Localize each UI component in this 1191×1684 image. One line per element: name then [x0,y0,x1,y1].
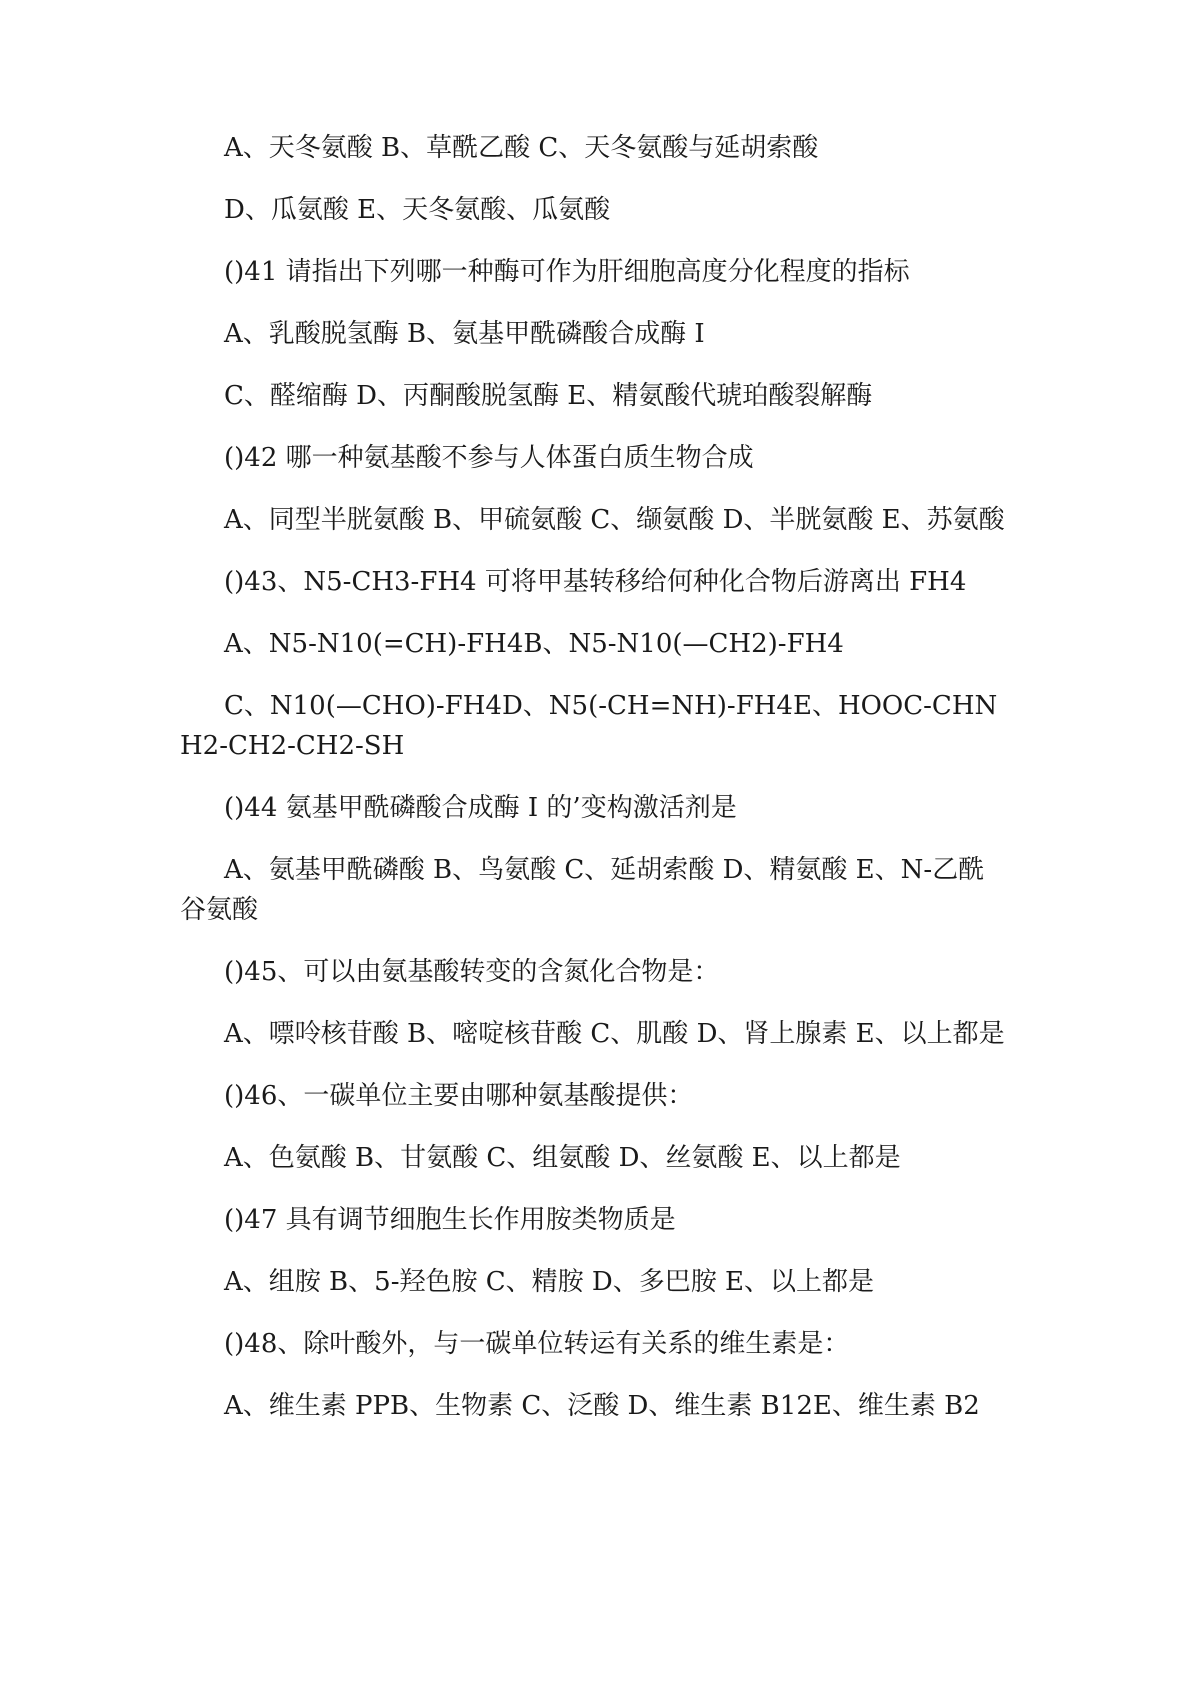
options-44: A、氨基甲酰磷酸 B、鸟氨酸 C、延胡索酸 D、精氨酸 E、N-乙酰谷氨酸 [180,855,985,925]
question-48: ()48、除叶酸外，与一碳单位转运有关系的维生素是： [224,1329,850,1359]
options-41-b: C、醛缩酶 D、丙酮酸脱氢酶 E、精氨酸代琥珀酸裂解酶 [224,381,873,411]
options-42: A、同型半胱氨酸 B、甲硫氨酸 C、缬氨酸 D、半胱氨酸 E、苏氨酸 [224,505,1005,535]
options-43-b: C、N10(—CHO)-FH4D、N5(-CH=NH)-FH4E、HOOC-CHNH2-CH2-CH2-SH [180,691,998,761]
options-48: A、维生素 PPB、生物素 C、泛酸 D、维生素 B12E、维生素 B2 [224,1391,980,1421]
options-41-a: A、乳酸脱氢酶 B、氨基甲酰磷酸合成酶 I [224,319,705,349]
question-42: ()42 哪一种氨基酸不参与人体蛋白质生物合成 [224,443,754,473]
options-43-a: A、N5-N10(=CH)-FH4B、N5-N10(—CH2)-FH4 [224,629,844,659]
paragraph-options-40: A、天冬氨酸 B、草酰乙酸 C、天冬氨酸与延胡索酸 [224,133,819,163]
question-41: ()41 请指出下列哪一种酶可作为肝细胞高度分化程度的指标 [224,257,910,287]
document-body [180,128,1010,1448]
options-46: A、色氨酸 B、甘氨酸 C、组氨酸 D、丝氨酸 E、以上都是 [224,1143,901,1173]
question-46: ()46、一碳单位主要由哪种氨基酸提供： [224,1081,694,1111]
options-45: A、嘌呤核苷酸 B、嘧啶核苷酸 C、肌酸 D、肾上腺素 E、以上都是 [224,1019,1005,1049]
options-47: A、组胺 B、5-羟色胺 C、精胺 D、多巴胺 E、以上都是 [224,1267,874,1297]
question-44: ()44 氨基甲酰磷酸合成酶 I 的’变构激活剂是 [224,793,737,823]
paragraph-options-40-cont: D、瓜氨酸 E、天冬氨酸、瓜氨酸 [224,195,611,225]
question-45: ()45、可以由氨基酸转变的含氮化合物是： [224,957,720,987]
question-47: ()47 具有调节细胞生长作用胺类物质是 [224,1205,676,1235]
question-43: ()43、N5-CH3-FH4 可将甲基转移给何种化合物后游离出 FH4 [224,567,967,597]
